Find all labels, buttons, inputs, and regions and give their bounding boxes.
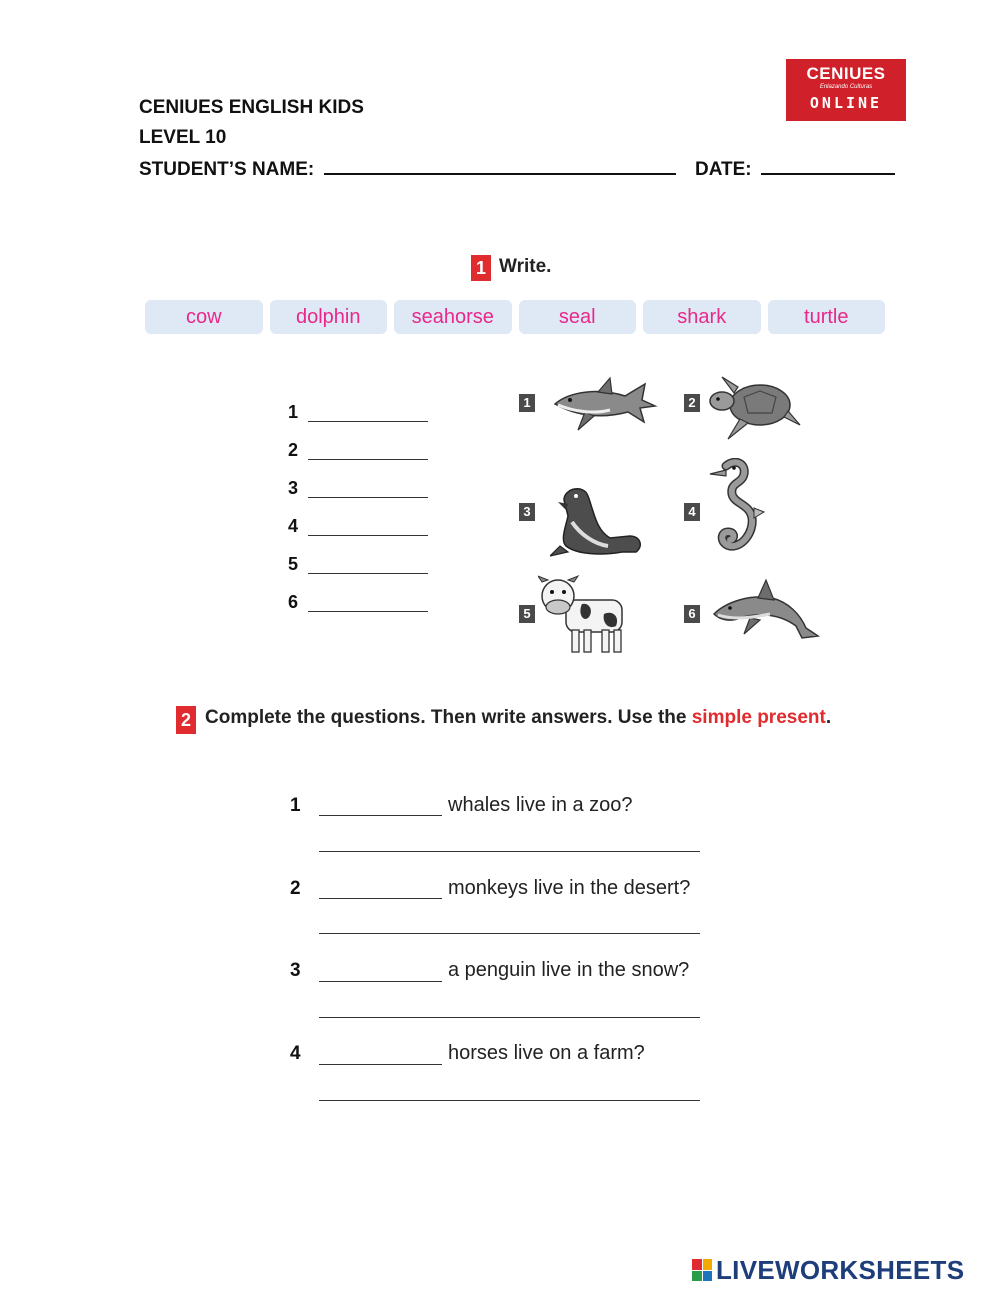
- question-text: monkeys live in the desert?: [448, 877, 691, 899]
- blank-line[interactable]: [308, 403, 428, 422]
- seal-icon: [550, 482, 646, 560]
- liveworksheets-icon: [692, 1259, 712, 1281]
- question-number: 1: [290, 795, 301, 816]
- blank-line[interactable]: [308, 441, 428, 460]
- cow-icon: [538, 574, 628, 656]
- question-number: 2: [290, 878, 301, 899]
- word-chip: seal: [519, 300, 637, 334]
- date-field[interactable]: [761, 157, 895, 175]
- answer-blank-3[interactable]: [288, 476, 428, 498]
- section1-number: 1: [471, 255, 491, 281]
- answer-line-2[interactable]: [319, 932, 700, 934]
- question-blank-2[interactable]: [319, 897, 442, 899]
- question-text: horses live on a farm?: [448, 1042, 645, 1064]
- blank-number: 4: [288, 516, 299, 536]
- student-name-row: [139, 157, 676, 181]
- ceniues-logo: [786, 59, 906, 121]
- section2-title-highlight: simple present: [691, 707, 826, 728]
- question-text: a penguin live in the snow?: [448, 959, 690, 981]
- question-number: 4: [290, 1043, 301, 1064]
- date-label: DATE:: [695, 159, 752, 180]
- blank-line[interactable]: [308, 517, 428, 536]
- answer-line-4[interactable]: [319, 1099, 700, 1101]
- blank-line[interactable]: [308, 593, 428, 612]
- question-blank-3[interactable]: [319, 980, 442, 982]
- logo-tagline: Enlazando Culturas: [819, 84, 873, 90]
- word-bank: [145, 300, 885, 334]
- section2-title-end: .: [825, 707, 832, 728]
- picture-number: 4: [684, 503, 700, 521]
- answer-line-3[interactable]: [319, 1016, 700, 1018]
- answer-line-1[interactable]: [319, 850, 700, 852]
- answer-blank-1[interactable]: [288, 400, 428, 422]
- logo-online: ONLINE: [809, 94, 883, 112]
- student-name-field[interactable]: [324, 157, 676, 175]
- section2-title: [205, 707, 831, 729]
- dolphin-icon: [710, 578, 822, 644]
- blank-line[interactable]: [308, 479, 428, 498]
- section1-title: Write.: [499, 256, 552, 277]
- question-blank-1[interactable]: [319, 814, 442, 816]
- question-number: 3: [290, 960, 301, 981]
- picture-number: 2: [684, 394, 700, 412]
- blank-number: 1: [288, 402, 299, 422]
- answer-blank-4[interactable]: [288, 514, 428, 536]
- logo-brand: CENIUES: [806, 64, 886, 83]
- seahorse-icon: [706, 458, 766, 554]
- picture-number: 6: [684, 605, 700, 623]
- date-row: [695, 157, 895, 181]
- picture-number: 3: [519, 503, 535, 521]
- section2-title-start: Complete the questions. Then write answers. Use the: [205, 707, 692, 728]
- word-chip: turtle: [768, 300, 886, 334]
- word-chip: dolphin: [270, 300, 388, 334]
- word-chip: shark: [643, 300, 761, 334]
- blank-number: 6: [288, 592, 299, 612]
- question-text: whales live in a zoo?: [448, 794, 633, 816]
- shark-icon: [550, 376, 660, 436]
- blank-number: 2: [288, 440, 299, 460]
- word-chip: cow: [145, 300, 263, 334]
- answer-blank-2[interactable]: [288, 438, 428, 460]
- word-chip: seahorse: [394, 300, 512, 334]
- picture-number: 1: [519, 394, 535, 412]
- blank-number: 3: [288, 478, 299, 498]
- blank-number: 5: [288, 554, 299, 574]
- answer-blank-5[interactable]: [288, 552, 428, 574]
- question-blank-4[interactable]: [319, 1063, 442, 1065]
- turtle-icon: [708, 375, 804, 443]
- liveworksheets-logo: [692, 1256, 964, 1284]
- section2-number: 2: [176, 706, 196, 734]
- blank-line[interactable]: [308, 555, 428, 574]
- liveworksheets-text: LIVEWORKSHEETS: [716, 1254, 965, 1285]
- level-label: LEVEL 10: [139, 127, 227, 148]
- picture-number: 5: [519, 605, 535, 623]
- student-name-label: STUDENT’S NAME:: [139, 159, 315, 180]
- school-name: CENIUES ENGLISH KIDS: [139, 97, 364, 118]
- answer-blank-6[interactable]: [288, 590, 428, 612]
